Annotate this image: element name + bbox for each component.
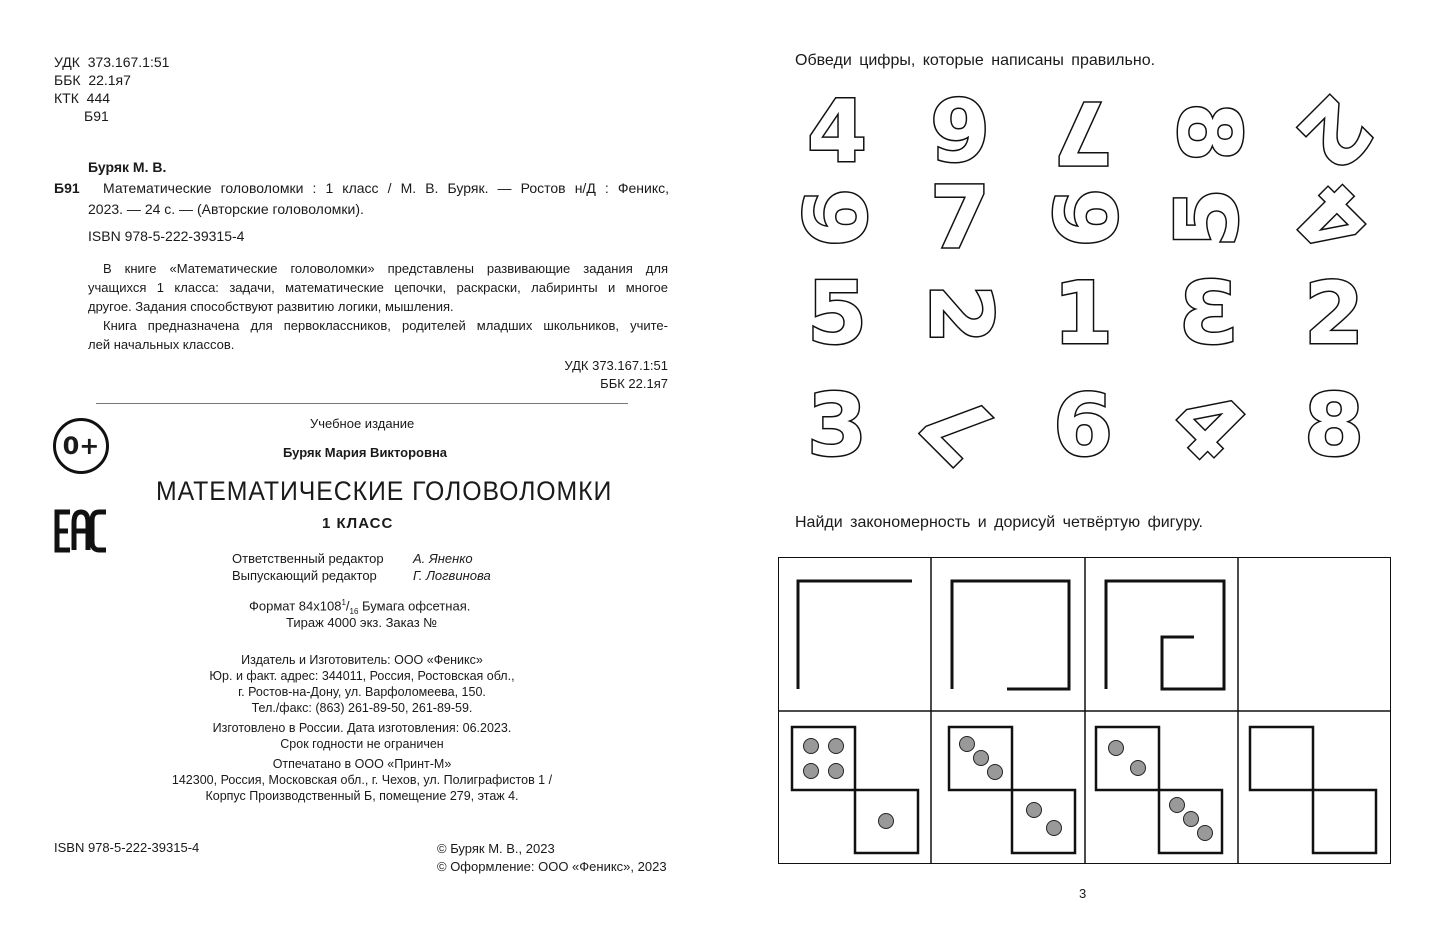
format-prefix: Формат 84х108 xyxy=(249,598,342,614)
spiral-figures xyxy=(798,581,1224,689)
isbn-top: ISBN 978-5-222-39315-4 xyxy=(88,228,245,244)
bbk-value: 22.1я7 xyxy=(88,72,131,88)
author-code: Б91 xyxy=(54,180,80,196)
digit-1-2[interactable]: 9 xyxy=(1033,188,1133,248)
bbk-label: ББК xyxy=(54,72,81,88)
task-1-heading: Обведи цифры, которые написаны правильно. xyxy=(795,52,1156,69)
print-run: Тираж 4000 экз. Заказ № xyxy=(286,615,438,630)
edition-type: Учебное издание xyxy=(310,416,415,431)
digit-2-1[interactable]: 2 xyxy=(910,284,1010,344)
digit-2-3[interactable]: 3 xyxy=(1178,264,1238,364)
digit-1-0[interactable]: 6 xyxy=(787,188,887,248)
author-full: Буряк Мария Викторовна xyxy=(283,445,448,460)
format-line: Формат $84х108^1/_{16}$ Бумага офсетная. xyxy=(249,598,471,616)
publisher-line: г. Ростов-на-Дону, ул. Варфоломеева, 150. xyxy=(238,685,486,699)
digit-0-1[interactable]: 9 xyxy=(930,82,990,182)
format-sub: 16 xyxy=(349,606,359,616)
udk-right: УДК 373.167.1:51 xyxy=(564,358,668,373)
ktk-label: КТК xyxy=(54,90,79,106)
annotation-line: Книга предназначена для первоклассников, родителей младших школьников, учите- xyxy=(103,318,668,333)
digit-1-3[interactable]: 5 xyxy=(1158,188,1258,248)
editors-block xyxy=(232,550,491,584)
annotation xyxy=(88,259,668,354)
divider xyxy=(96,403,628,404)
editor-name: Г. Логвинова xyxy=(413,568,491,583)
digit-0-0[interactable]: 4 xyxy=(807,82,867,182)
digit-1-4[interactable]: 4 xyxy=(1277,161,1391,275)
udk-value: 373.167.1:51 xyxy=(87,54,170,70)
digit-2-4[interactable]: 2 xyxy=(1304,264,1364,364)
annotation-line: другое. Задания способствуют развитию логики, мышления. xyxy=(88,299,454,314)
age-rating-badge: 0+ xyxy=(53,418,109,474)
digit-0-4[interactable]: 2 xyxy=(1277,75,1391,189)
bib-line-1: Математические головоломки : 1 класс / М. В. Буряк. — Ростов н/Д : Феникс, xyxy=(103,180,669,196)
author-heading: Буряк М. В. xyxy=(88,159,167,175)
publisher-line: Тел./факс: (863) 261-89-50, 261-89-59. xyxy=(251,701,473,715)
author-mark: Б91 xyxy=(84,108,109,124)
udk-bbk-right xyxy=(564,357,668,393)
pattern-drawing xyxy=(778,557,1391,864)
isbn-bottom: ISBN 978-5-222-39315-4 xyxy=(54,840,200,855)
digit-3-4[interactable]: 8 xyxy=(1304,376,1364,476)
editor-role: Выпускающий редактор xyxy=(232,568,377,583)
eac-mark-icon xyxy=(54,509,108,553)
publisher-line: Юр. и факт. адрес: 344011, Россия, Ростовская обл., xyxy=(209,669,515,683)
digit-0-3[interactable]: 8 xyxy=(1158,102,1258,162)
digit-0-2[interactable]: 7 xyxy=(1053,82,1113,182)
publisher-block xyxy=(160,652,564,804)
copyright-line: © Оформление: ООО «Феникс», 2023 xyxy=(437,859,667,874)
copyright-line: © Буряк М. В., 2023 xyxy=(437,841,555,856)
page-number: 3 xyxy=(1079,886,1087,901)
made-line: Изготовлено в России. Дата изготовления: 06.2023. xyxy=(212,721,512,735)
editor-role: Ответственный редактор xyxy=(232,551,384,566)
dice-figures xyxy=(792,727,1376,853)
dice-dots xyxy=(803,736,1212,840)
pattern-table xyxy=(778,557,1391,864)
annotation-line: В книге «Математические головоломки» представлены развивающие задания для xyxy=(103,261,668,276)
copyright-block xyxy=(437,840,667,876)
udk-label: УДК xyxy=(54,54,80,70)
printer-line: 142300, Россия, Московская обл., г. Чехов, ул. Полиграфистов 1 / xyxy=(171,773,553,787)
task-2-heading: Найди закономерность и дорисуй четвёртую фигуру. xyxy=(795,514,1203,531)
ktk-value: 444 xyxy=(86,90,111,106)
digit-3-0[interactable]: 3 xyxy=(807,376,867,476)
digit-3-1[interactable]: 7 xyxy=(903,369,1017,483)
classification-block xyxy=(54,53,169,125)
digit-2-2[interactable]: 1 xyxy=(1053,264,1113,364)
digit-3-3[interactable]: 4 xyxy=(1151,369,1265,483)
printer-line: Корпус Производственный Б, помещение 279, этаж 4. xyxy=(205,789,519,803)
digit-1-1[interactable]: 7 xyxy=(930,168,990,268)
digit-2-0[interactable]: 5 xyxy=(807,264,867,364)
editor-name: А. Яненко xyxy=(413,551,473,566)
format-sup: 1 xyxy=(341,598,346,607)
annotation-line: лей начальных классов. xyxy=(88,337,235,352)
made-line: Срок годности не ограничен xyxy=(280,737,444,751)
bib-line-2: 2023. — 24 с. — (Авторские головоломки). xyxy=(88,201,364,217)
printer-line: Отпечатано в ООО «Принт-М» xyxy=(272,757,452,771)
bbk-right: ББК 22.1я7 xyxy=(600,376,668,391)
book-title: МАТЕМАТИЧЕСКИЕ ГОЛОВОЛОМКИ xyxy=(156,476,613,506)
annotation-line: учащихся 1 класса: задачи, математические цепочки, раскраски, лабиринты и многое xyxy=(88,280,668,295)
format-suffix: Бумага офсетная. xyxy=(358,598,471,614)
grade-label: 1 КЛАСС xyxy=(322,515,394,532)
digit-3-2[interactable]: 6 xyxy=(1053,376,1113,476)
publisher-line: Издатель и Изготовитель: ООО «Феникс» xyxy=(241,653,483,667)
